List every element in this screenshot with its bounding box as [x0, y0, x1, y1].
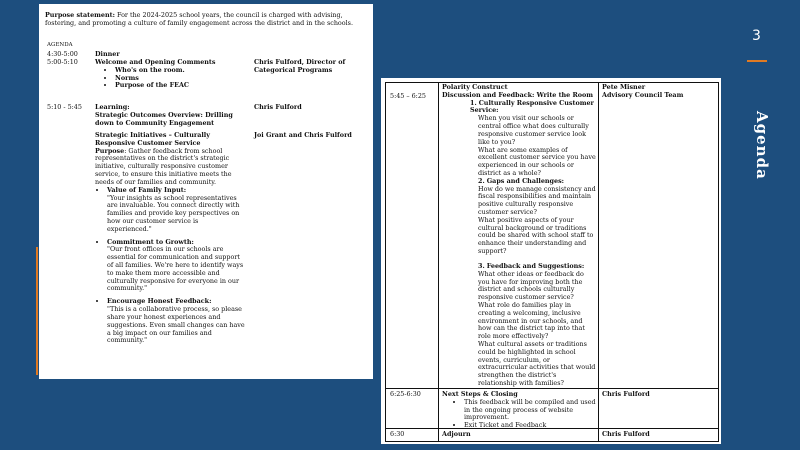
agenda-page-1 — [39, 4, 373, 379]
row-title: Polarity Construct Discussion and Feedback: Write the Room 1. Culturally Responsive Customer Service: When you visit our schools or central office what does culturally responsive customer service look like to you? What are some examples of excellent customer service you have experienced in our schools or district as a whole? 2. Gaps and Challenges: How do we manage consistency and fiscal responsibilities and maintain positive culturally responsive customer service? What positive aspects of your cultural background or traditions could be shared with school staff to enhance their understanding and support? 3. Feedback and Suggestions: What other ideas or feedback do you have for improving both the district and schools culturally responsive customer service? What role do families play in creating a welcoming, inclusive environment in our schools, and how can the district tap into that role more effectively? What cultural assets or traditions could be highlighted in school events, curriculum, or extracurricular activities that would strengthen the district's relationship with families? — [442, 83, 596, 388]
row-presenter: Chris Fulford — [254, 103, 302, 111]
slide-title: Agenda — [753, 111, 771, 180]
purpose-sub-text: : Gather feedback from school representatives on the district's strategic initiative, culturally responsive customer service, to ensure this initiative meets the needs of our families and community. — [95, 146, 232, 186]
question-section: 3. Feedback and Suggestions: — [478, 261, 585, 270]
row-title: Dinner — [95, 50, 120, 58]
row-presenter: Chris Fulford, Director of Categorical Programs — [254, 58, 346, 74]
row-time: 6:25-6:30 — [390, 390, 421, 398]
question-text: What other ideas or feedback do you have for improving both the district and schools culturally responsive customer service? — [478, 269, 584, 302]
purpose-text: For the 2024-2025 school years, the council is charged with advising, fostering, and promoting a culture of family engagement across the district and in the schools. — [45, 11, 353, 27]
purpose-label: Purpose statement: — [45, 11, 115, 19]
row-title: Strategic Initiatives – Culturally Responsive Customer Service Purpose: Gather feedback from school representatives on the district's strategic initiative, culturally responsive customer service, to ensure this initiative meets the needs of our families and community. • Value of Family Input: "Your insights as school representatives are invaluable. You connect directly with families and provide key perspectives on how our customer service is experienced." • Commitment to Growth: "Our front offices in our schools are essential for communication and support of all families. We're here to identify ways to make them more accessible and culturally responsive for everyone in our community." • Encourage Honest Feedback: "This is a collaborative process, so please share your honest experiences and suggestions. Even small changes can have a big impact on our families and community." — [95, 132, 245, 345]
list-item: • Norms — [115, 75, 245, 83]
row-time: 5:00-5:10 — [47, 58, 78, 66]
row-time: 4:30-5:00 — [47, 50, 78, 58]
question-text: What cultural assets or traditions could be highlighted in school events, curriculum, or extracurricular activities that would strengthen the district's relationship with families? — [478, 340, 596, 388]
row-title: Next Steps & Closing • This feedback will be compiled and used in the ongoing process of website improvement. • Exit Ticket and Feedback — [442, 391, 596, 430]
purpose-statement — [45, 12, 363, 28]
row-title: Learning: Strategic Outcomes Overview: Drilling down to Community Engagement — [95, 103, 233, 127]
row-title: Welcome and Opening Comments • Who's on the room. • Norms • Purpose of the FEAC — [95, 59, 245, 90]
question-text: What positive aspects of your cultural background or traditions could be shared with school staff to enhance their understanding and support? — [478, 215, 594, 256]
row-presenter: Joi Grant and Chris Fulford — [254, 131, 352, 139]
row-time: 6:30 — [390, 430, 405, 438]
row-time: 5:10 - 5:45 — [47, 103, 82, 111]
question-section: 2. Gaps and Challenges: — [478, 176, 565, 185]
list-item: • Commitment to Growth: "Our front offices in our schools are essential for communication and support of all families. We're here to identify ways to make them more accessible and culturally responsive for everyone in our community." — [107, 239, 245, 294]
question-section: 1. Culturally Responsive Customer Service: — [470, 98, 594, 115]
row-presenter: Chris Fulford — [602, 430, 650, 438]
row-divider — [386, 388, 718, 389]
list-item: • Purpose of the FEAC — [115, 82, 245, 90]
agenda-heading: AGENDA — [47, 42, 73, 48]
question-text: What are some examples of excellent customer service you have experienced in our schools or district as a whole? — [478, 145, 596, 177]
accent-tick — [747, 60, 767, 62]
row-title: Adjourn — [442, 430, 471, 438]
list-item: • Encourage Honest Feedback: "This is a collaborative process, so please share your honest experiences and suggestions. Even small changes can have a big impact on our families and community." — [107, 298, 245, 345]
row-time: 5:45 – 6:25 — [390, 92, 426, 100]
list-item: • Who's on the room. — [115, 67, 245, 75]
row-presenter: Chris Fulford — [602, 390, 650, 398]
purpose-sub-label: Purpose — [95, 146, 125, 155]
agenda-table — [385, 82, 719, 442]
row-presenter: Pete Misner Advisory Council Team — [602, 83, 684, 99]
list-item: • This feedback will be compiled and used in the ongoing process of website improvement. — [464, 399, 596, 422]
list-item: • Exit Ticket and Feedback — [464, 422, 596, 430]
question-text: When you visit our schools or central office what does culturally responsive customer service look like to you? — [478, 114, 589, 146]
question-text: How do we manage consistency and fiscal responsibilities and maintain positive culturally responsive customer service? — [478, 184, 596, 216]
agenda-page-2 — [381, 78, 721, 444]
slide-number: 3 — [752, 28, 761, 44]
question-text: What role do families play in creating a welcoming, inclusive environment in our schools, and how can the district tap into that role more effectively? — [478, 300, 585, 341]
list-item: • Value of Family Input: "Your insights as school representatives are invaluable. You connect directly with families and provide key perspectives on how our customer service is experienced." — [107, 187, 245, 234]
left-accent-line — [36, 247, 38, 375]
